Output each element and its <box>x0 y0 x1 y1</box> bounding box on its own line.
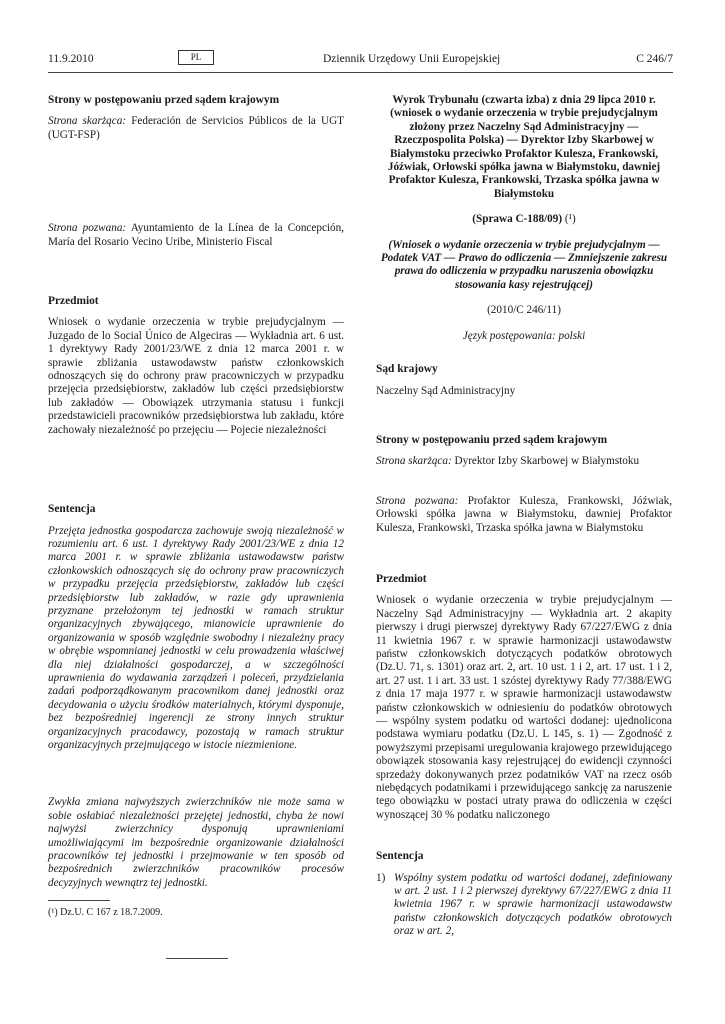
claimant-paragraph <box>48 115 344 142</box>
defendant-text: Ayuntamiento de la Línea de la Concepción, María del Rosario Vecino Uribe, Ministerio Fiscal <box>48 222 344 248</box>
parties-heading: Strony w postępowaniu przed sądem krajowym <box>48 94 280 106</box>
bottom-rule <box>166 958 228 959</box>
case-number-line <box>376 213 672 226</box>
defendant-label: Strona pozwana: <box>48 222 127 235</box>
ruling-item-text: Wspólny system podatku od wartości dodanej, zdefiniowany w art. 2 ust. 1 i 2 pierwszej dyrektywy 67/227/EWG z dnia 11 kwietnia 1967 r. w sprawie harmonizacji ustawodawstw państw członkowskich dotyczących podatków obrotowych oraz w art. 2, <box>394 871 672 938</box>
claimant-text-right: Dyrektor Izby Skarbowej w Białymstoku <box>451 455 640 468</box>
ruling-item-1 <box>376 872 672 939</box>
claimant-paragraph-right <box>376 455 672 468</box>
subject-text: Wniosek o wydanie orzeczenia w trybie prejudycjalnym — Juzgado de lo Social Único de Algeciras — Wykładnia art. 6 ust. 1 dyrektywy Rady 2001/23/WE z dnia 12 marca 2001 r. w sprawie zbliżania ustawodawstw państw członkowskich odnoszących się do ochrony praw pracowniczych w przypadku przejęcia przedsiębiorstw, zakładów lub części przedsiębiorstw lub zakładów — Obowiązek utrzymania statusu i funkcji przedstawicieli pracowników przedsiębiorstwa lub zakładu, które zachowały niezależność po przejęciu — Pojecie niezależności <box>48 316 344 436</box>
right-column <box>376 94 672 939</box>
ruling-item-number: 1) <box>376 871 386 884</box>
footnote: (¹) Dz.U. C 167 z 18.7.2009. <box>48 907 163 918</box>
parties-heading-right: Strony w postępowaniu przed sądem krajowym <box>376 433 608 446</box>
footnote-rule <box>48 900 110 901</box>
claimant-label-right: Strona skarżąca: <box>376 455 452 468</box>
subject-heading: Przedmiot <box>48 295 99 308</box>
claimant-label: Strona skarżąca: <box>48 115 127 128</box>
left-column <box>48 94 344 890</box>
procedure-language: Język postępowania: polski <box>462 329 586 342</box>
defendant-label-right: Strona pozwana: <box>376 494 459 507</box>
defendant-paragraph-right <box>376 495 672 535</box>
page-number: C 246/7 <box>636 53 673 65</box>
case-subject: (Wniosek o wydanie orzeczenia w trybie prejudycjalnym — Podatek VAT — Prawo do odliczenia — Zmniejszenie zakresu prawa do odliczenia w przypadku naruszenia obowiązku stosowania kasy rejestrującej) <box>380 238 668 291</box>
defendant-text-right: Profaktor Kulesza, Frankowski, Jóźwiak, Orłowski spółka jawna w Białymstoku, dawniej Profaktor Kulesza, Frankowski, Trzaska spółka jawna w Białymstoku <box>376 494 672 534</box>
subject-heading-right: Przedmiot <box>376 572 427 585</box>
claimant-text: Federación de Servicios Públicos de la UGT (UGT-FSP) <box>48 115 345 141</box>
header-rule <box>48 72 673 73</box>
case-footnote-ref: (¹) <box>562 213 576 226</box>
ruling-paragraph-1: Przejęta jednostka gospodarcza zachowuje swoją niezależność w rozumieniu art. 6 ust. 1 dyrektywy Rady 2001/23/WE z dnia 12 marca 2001 r. w sprawie zbliżania ustawodawstw państw członkowskich odnoszących się do ochrony praw pracowniczych w przypadku przejęcia przedsiębiorstw, zakładów lub części przedsiębiorstw lub zakładów, w razie gdy uprawnienia przyznane przełożonym tej jednostki w ramach struktur organizacyjnych zbywającego, mianowicie uprawnienie do organizowania w sposób względnie swobodny i niezależny pracy w obrębie wspomnianej jednostki w celu prowadzenia właściwej dla niej działalności gospodarczej, a w szczególności uprawnienia do wydawania zarządzeń i poleceń, przydzielania zadań podporządkowanym pracownikom danej jednostki oraz decydowania o użyciu środków materialnych, którymi dysponuje, bez bezpośredniej ingerencji ze strony innych struktur organizacyjnych pracodawcy, pozostają w ramach struktur organizacyjnych przejmującego w istocie niezmienione. <box>48 524 344 751</box>
ruling-paragraph-2: Zwykła zmiana najwyższych zwierzchników nie może sama w sobie osłabiać niezależności przejętej jednostki, chyba że nowi najwyżsi zwierzchnicy dysponują uprawnieniami umożliwiającymi im bezpośrednie organizowanie działalności pracowników tej jednostki i przejmowanie w ten sposób od bezpośrednich zwierzchników pracowników procesów decyzyjnych wewnątrz tej jednostki. <box>48 796 344 889</box>
subject-text-right: Wniosek o wydanie orzeczenia w trybie prejudycjalnym — Naczelny Sąd Administracyjny — Wykładnia art. 2 akapity pierwszy i drugi pierwszej dyrektywy Rady 67/227/EWG z dnia 11 kwietnia 1967 r. w sprawie harmonizacji ustawodawstw państw członkowskich dotyczących podatków obrotowych (Dz.U. 71, s. 1301) oraz art. 2, art. 10 ust. 1 i 2, art. 17 ust. 1 i 2, art. 27 ust. 1 i art. 33 ust. 1 szóstej dyrektywy Rady 77/388/EWG z dnia 17 maja 1977 r. w sprawie harmonizacji ustawodawstw państw członkowskich w odniesieniu do podatków obrotowych — wspólny system podatku od wartości dodanej: ujednolicona podstawa wymiaru podatku (Dz.U. L 145, s. 1) — Zgodność z powyższymi przepisami uregulowania krajowego przewidującego obowiązek stosowania kasy rejestrującej do ewidencji czynności sprzedaży dokonywanych przez podatników VAT na rzecz osób niebędących podatnikami i przewidującego sankcję za naruszenie tego obowiązku w postaci utraty prawa do odliczenia w części wynoszącej 30 % podatku naliczonego <box>376 594 672 821</box>
issue-date: 11.9.2010 <box>48 53 94 65</box>
ruling-heading: Sentencja <box>48 503 96 516</box>
journal-title: Dziennik Urzędowy Unii Europejskiej <box>323 53 501 65</box>
page-header <box>48 50 673 72</box>
publication-reference: (2010/C 246/11) <box>487 304 561 317</box>
language-badge: PL <box>178 50 214 65</box>
judgment-title: Wyrok Trybunału (czwarta izba) z dnia 29 lipca 2010 r. (wniosek o wydanie orzeczenia w trybie prejudycjalnym złożony przez Naczelny Sąd Administracyjny — Rzeczpospolita Polska) — Dyrektor Izby Skarbowej w Białymstoku przeciwko Profaktor Kulesza, Frankowski, Jóźwiak, Orłowski spółka jawna w Białymstoku, dawniej Profaktor Kulesza, Frankowski, Trzaska spółka jawna w Białymstoku <box>387 94 661 200</box>
court-heading: Sąd krajowy <box>376 363 438 376</box>
ruling-heading-right: Sentencja <box>376 850 424 863</box>
case-number: (Sprawa C-188/09) <box>472 213 563 226</box>
defendant-paragraph <box>48 222 344 249</box>
court-text: Naczelny Sąd Administracyjny <box>376 384 516 397</box>
